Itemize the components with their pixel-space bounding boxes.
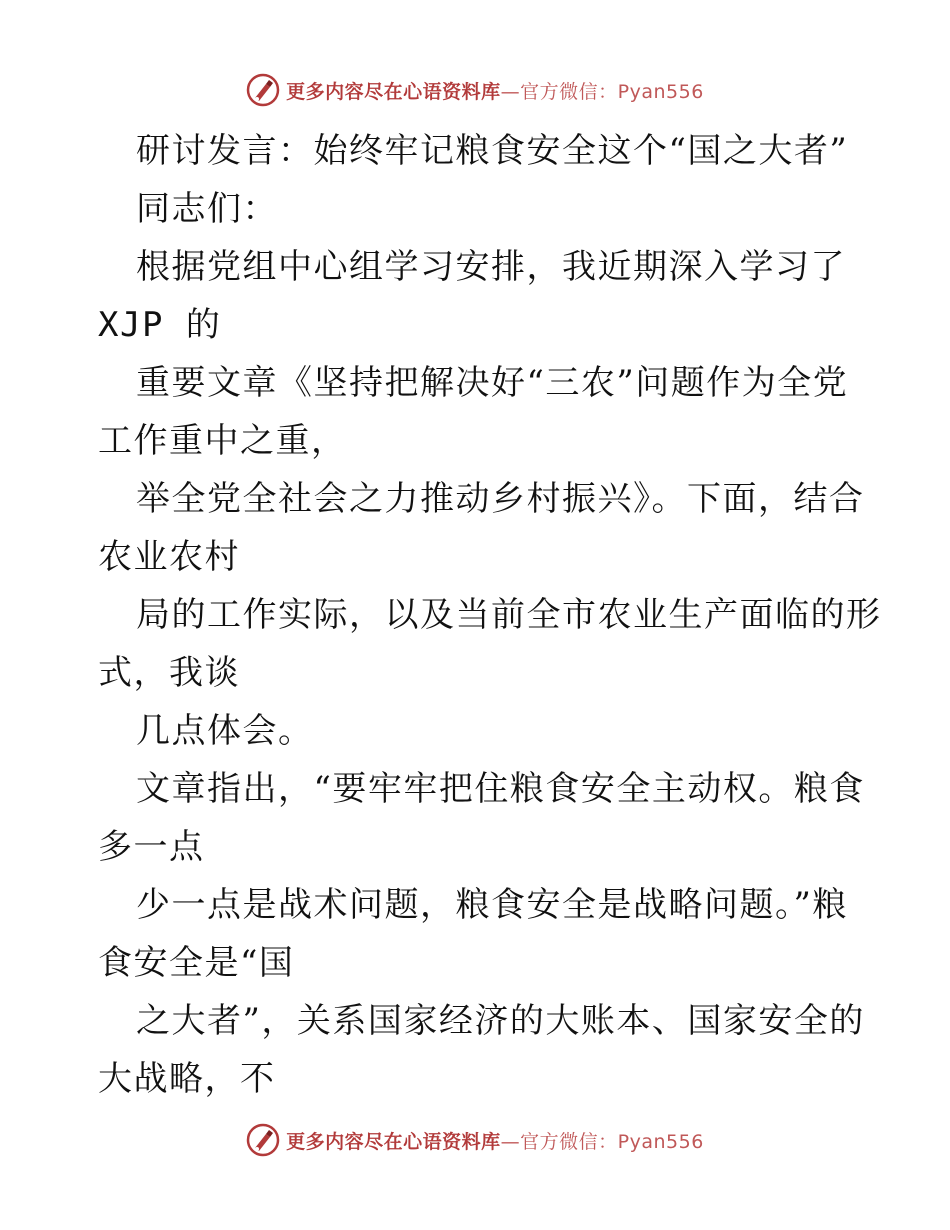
doc-line: 大战略，不 xyxy=(98,1059,276,1099)
doc-line: 文章指出，“要牢牢把住粮食安全主动权。粮食 xyxy=(136,769,865,809)
doc-line: 工作重中之重， xyxy=(98,421,347,461)
watermark-contact: —官方微信：Pyan556 xyxy=(500,1130,704,1153)
footer-watermark xyxy=(0,1120,950,1160)
doc-line: 多一点 xyxy=(98,827,205,867)
doc-line: 重要文章《坚持把解决好“三农”问题作为全党 xyxy=(136,363,849,403)
doc-line: 式，我谈 xyxy=(98,653,240,693)
watermark-contact: —官方微信：Pyan556 xyxy=(500,80,704,103)
pen-logo-icon xyxy=(246,73,280,107)
doc-line: XJP 的 xyxy=(98,305,222,345)
doc-line: 少一点是战术问题，粮食安全是战略问题。”粮 xyxy=(136,885,848,925)
watermark-text xyxy=(286,1127,704,1154)
doc-line: 之大者”，关系国家经济的大账本、国家安全的 xyxy=(136,1001,865,1041)
doc-line: 根据党组中心组学习安排，我近期深入学习了 xyxy=(136,247,846,287)
pen-logo-icon xyxy=(246,1123,280,1157)
doc-line: 食安全是“国 xyxy=(98,943,295,983)
doc-line: 举全党全社会之力推动乡村振兴》。下面，结合 xyxy=(136,479,865,519)
doc-line: 局的工作实际，以及当前全市农业生产面临的形 xyxy=(136,595,882,635)
doc-line: 研讨发言：始终牢记粮食安全这个“国之大者” xyxy=(136,131,849,171)
header-watermark xyxy=(0,70,950,110)
document-body xyxy=(98,122,882,1108)
watermark-brand: 更多内容尽在心语资料库 xyxy=(286,1130,501,1153)
watermark-text xyxy=(286,77,704,104)
doc-line: 同志们： xyxy=(136,189,278,229)
doc-line: 农业农村 xyxy=(98,537,240,577)
doc-line: 几点体会。 xyxy=(136,711,314,751)
watermark-brand: 更多内容尽在心语资料库 xyxy=(286,80,501,103)
